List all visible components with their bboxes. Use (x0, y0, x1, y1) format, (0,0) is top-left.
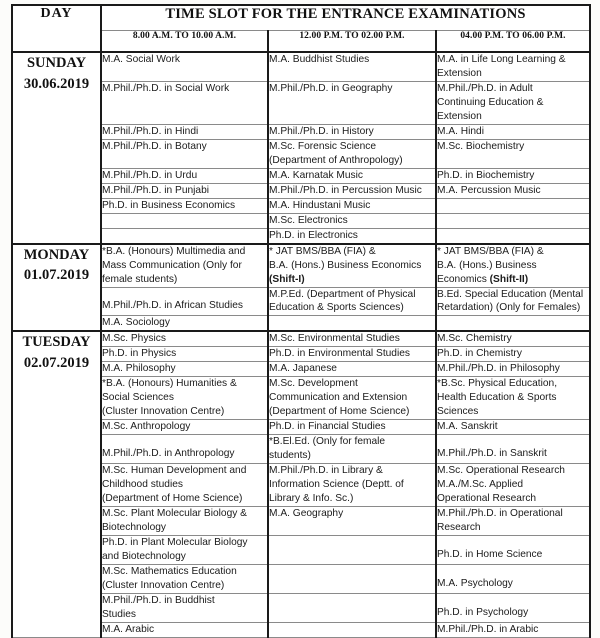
cell-slot2 (268, 377, 436, 420)
cell-slot1 (101, 213, 268, 228)
cell-slot2 (268, 168, 436, 183)
cell-slot2 (268, 183, 436, 198)
course-line: M.Sc. Environmental Studies (269, 333, 400, 345)
table-row (12, 331, 590, 346)
course-line: M.Phil./Ph.D. in Sanskrit (437, 448, 547, 460)
course-line: Economics (Shift-II) (437, 273, 529, 285)
cell-slot1 (101, 535, 268, 564)
empty-cell-filler (269, 565, 435, 579)
day-column-header: DAY (12, 5, 101, 52)
course-line: Library & Info. Sc.) (269, 493, 354, 505)
cell-slot2 (268, 622, 436, 637)
course-line: * JAT BMS/BBA (FIA) & (437, 245, 544, 257)
course-line: M.Phil./Ph.D. in Buddhist (102, 594, 215, 606)
course-line: M.A. Social Work (102, 54, 180, 65)
course-line: M.A. Sanskrit (437, 421, 498, 433)
course-line: Continuing Education & (437, 96, 544, 108)
course-line: Ph.D. in Physics (102, 348, 177, 360)
course-line: *B.A. (Honours) Humanities & (102, 378, 237, 390)
course-line: M.Sc. Mathematics Education (102, 565, 237, 577)
empty-cell-filler (437, 214, 589, 228)
course-line: M.A. Geography (269, 508, 344, 520)
course-line: M.Phil./Ph.D. in Anthropology (102, 448, 235, 460)
course-line: Ph.D. in Home Science (437, 548, 543, 560)
course-line: M.Sc. Plant Molecular Biology & (102, 508, 247, 520)
course-line: Health Education & Sports (437, 392, 557, 404)
cell-slot1 (101, 124, 268, 139)
cell-slot1 (101, 331, 268, 346)
timetable-title: TIME SLOT FOR THE ENTRANCE EXAMINATIONS (101, 5, 590, 31)
cell-slot1 (101, 593, 268, 622)
course-line: M.A. Hindustani Music (269, 199, 371, 211)
empty-cell-filler (437, 229, 589, 243)
empty-cell-filler (437, 199, 589, 213)
course-line: M.Phil./Ph.D. in Adult (437, 82, 533, 94)
course-line: Ph.D. in Psychology (437, 606, 529, 618)
course-line: Ph.D. in Electronics (269, 229, 358, 241)
cell-slot3 (436, 124, 590, 139)
cell-slot3 (436, 507, 590, 536)
cell-slot3 (436, 535, 590, 564)
cell-slot2 (268, 52, 436, 81)
cell-slot2 (268, 228, 436, 243)
cell-slot1 (101, 362, 268, 377)
course-line: M.Sc. Anthropology (102, 421, 191, 433)
cell-slot2 (268, 81, 436, 124)
cell-slot1 (101, 420, 268, 435)
cell-slot3 (436, 228, 590, 243)
course-line: M.Phil./Ph.D. in Operational (437, 508, 563, 520)
course-line: Research (437, 522, 481, 533)
cell-slot2 (268, 362, 436, 377)
cell-slot3 (436, 331, 590, 346)
day-date: 30.06.2019 (23, 75, 90, 92)
course-line: Sciences (437, 406, 479, 418)
cell-slot3 (436, 287, 590, 316)
course-line: students) (269, 450, 311, 462)
cell-slot2 (268, 316, 436, 331)
cell-slot1 (101, 507, 268, 536)
cell-slot1 (101, 139, 268, 168)
empty-cell-filler (102, 229, 267, 243)
cell-slot2 (268, 331, 436, 346)
cell-slot2 (268, 435, 436, 464)
empty-cell-filler (269, 594, 435, 608)
cell-slot2 (268, 213, 436, 228)
course-line: M.A. Sociology (102, 317, 170, 329)
course-line: Information Science (Deptt. of (269, 479, 404, 491)
course-line: Education & Sports Sciences) (269, 302, 404, 314)
day-label-tuesday (12, 331, 101, 637)
course-line: M.A. Percussion Music (437, 184, 541, 196)
day-name: MONDAY (23, 246, 90, 263)
cell-slot1 (101, 244, 268, 287)
course-line: Extension (437, 110, 482, 122)
course-line: (Shift-I) (269, 273, 305, 285)
course-line: (Cluster Innovation Centre) (102, 579, 225, 591)
course-line: and Biotechnology (102, 550, 186, 562)
course-line: (Department of Home Science) (269, 406, 410, 418)
course-line: M.Sc. Chemistry (437, 333, 512, 345)
table-body (12, 52, 590, 637)
cell-slot1 (101, 377, 268, 420)
cell-slot3 (436, 81, 590, 124)
cell-slot3 (436, 564, 590, 593)
course-line: M.A. Japanese (269, 363, 337, 375)
cell-slot2 (268, 198, 436, 213)
course-line: M.Sc. Physics (102, 333, 166, 345)
cell-slot3 (436, 593, 590, 622)
course-line: M.Sc. Operational Research (437, 465, 565, 477)
cell-slot1 (101, 564, 268, 593)
day-label-sunday (12, 52, 101, 244)
empty-cell-filler (269, 623, 435, 637)
course-line: M.A. Hindi (437, 125, 484, 137)
course-line: M.Phil./Ph.D. in Botany (102, 140, 207, 152)
course-line: Childhood studies (102, 479, 183, 491)
course-line: *B.Sc. Physical Education, (437, 378, 558, 390)
cell-slot3 (436, 168, 590, 183)
course-line: M.A. Philosophy (102, 363, 176, 375)
cell-slot3 (436, 198, 590, 213)
course-line: M.Sc. Forensic Science (269, 140, 377, 152)
cell-slot1 (101, 168, 268, 183)
cell-slot2 (268, 464, 436, 507)
course-line: M.Phil./Ph.D. in Library & (269, 465, 383, 477)
cell-slot1 (101, 316, 268, 331)
course-line: Ph.D. in Plant Molecular Biology (102, 536, 248, 548)
course-line: Social Sciences (102, 392, 174, 404)
cell-slot3 (436, 435, 590, 464)
day-date: 02.07.2019 (23, 354, 90, 371)
course-line: M.Sc. Electronics (269, 214, 348, 226)
header-title-row (12, 5, 590, 31)
cell-slot3 (436, 464, 590, 507)
course-line: Biotechnology (102, 522, 167, 533)
course-line: M.Phil./Ph.D. in Percussion Music (269, 184, 422, 196)
empty-cell-filler (437, 316, 589, 330)
course-line: M.A. Buddhist Studies (269, 54, 370, 65)
course-line: Retardation) (Only for Females) (437, 302, 581, 314)
course-line: M.A. Psychology (437, 577, 513, 589)
course-line: M.Phil./Ph.D. in Hindi (102, 125, 199, 137)
course-line: Ph.D. in Chemistry (437, 348, 522, 360)
table-row (12, 52, 590, 81)
course-line: (Department of Home Science) (102, 493, 243, 505)
course-line: Ph.D. in Business Economics (102, 199, 236, 211)
course-line: M.A./M.Sc. Applied (437, 479, 524, 491)
cell-slot3 (436, 213, 590, 228)
cell-slot1 (101, 228, 268, 243)
time-slot-header-3: 04.00 P.M. TO 06.00 P.M. (436, 31, 590, 53)
empty-cell-filler (102, 214, 267, 228)
cell-slot2 (268, 507, 436, 536)
cell-slot3 (436, 316, 590, 331)
course-line: B.Ed. Special Education (Mental (437, 288, 584, 300)
course-line: Ph.D. in Financial Studies (269, 421, 386, 433)
course-line: B.A. (Hons.) Business Economics (269, 259, 422, 271)
entrance-exam-timetable (11, 4, 591, 638)
course-line: B.A. (Hons.) Business (437, 259, 537, 271)
day-name: TUESDAY (22, 334, 91, 351)
course-line: *B.El.Ed. (Only for female (269, 436, 386, 448)
cell-slot3 (436, 420, 590, 435)
course-line: Communication and Extension (269, 392, 408, 404)
day-label-monday (12, 244, 101, 332)
course-line: *B.A. (Honours) Multimedia and (102, 245, 246, 257)
cell-slot2 (268, 244, 436, 287)
table-header (12, 5, 590, 52)
cell-slot3 (436, 52, 590, 81)
empty-cell-filler (269, 316, 435, 330)
course-line: M.Phil./Ph.D. in African Studies (102, 300, 243, 312)
course-line: Ph.D. in Environmental Studies (269, 348, 410, 360)
cell-slot1 (101, 198, 268, 213)
cell-slot2 (268, 124, 436, 139)
cell-slot3 (436, 244, 590, 287)
cell-slot1 (101, 622, 268, 637)
cell-slot3 (436, 183, 590, 198)
course-line: Ph.D. in Biochemistry (437, 169, 535, 181)
course-line: (Department of Anthropology) (269, 154, 403, 166)
course-line: (Cluster Innovation Centre) (102, 406, 225, 418)
course-line: Studies (102, 608, 136, 620)
course-line: M.Phil./Ph.D. in Philosophy (437, 363, 560, 375)
course-line: Extension (437, 67, 482, 79)
course-line: M.Phil./Ph.D. in Urdu (102, 169, 198, 181)
cell-slot3 (436, 139, 590, 168)
cell-slot3 (436, 622, 590, 637)
cell-slot1 (101, 52, 268, 81)
cell-slot2 (268, 287, 436, 316)
time-slot-header-1: 8.00 A.M. TO 10.00 A.M. (101, 31, 268, 53)
course-line: M.Phil./Ph.D. in Punjabi (102, 184, 210, 196)
course-line: M.Phil./Ph.D. in Social Work (102, 82, 230, 94)
course-line: female students) (102, 273, 178, 285)
cell-slot2 (268, 535, 436, 564)
cell-slot3 (436, 377, 590, 420)
course-line: M.Sc. Biochemistry (437, 140, 525, 152)
cell-slot1 (101, 287, 268, 316)
cell-slot2 (268, 347, 436, 362)
time-slot-header-2: 12.00 P.M. TO 02.00 P.M. (268, 31, 436, 53)
cell-slot1 (101, 81, 268, 124)
course-line: M.A. in Life Long Learning & (437, 54, 566, 65)
course-line: M.A. Karnatak Music (269, 169, 363, 181)
cell-slot1 (101, 464, 268, 507)
cell-slot2 (268, 593, 436, 622)
cell-slot1 (101, 435, 268, 464)
cell-slot2 (268, 564, 436, 593)
course-line: M.P.Ed. (Department of Physical (269, 288, 416, 300)
course-line: M.Phil./Ph.D. in Arabic (437, 623, 539, 635)
course-line: Mass Communication (Only for (102, 259, 242, 271)
day-name: SUNDAY (26, 55, 87, 71)
course-line: * JAT BMS/BBA (FIA) & (269, 245, 376, 257)
course-line: M.A. Arabic (102, 623, 155, 635)
cell-slot3 (436, 362, 590, 377)
course-line: M.Phil./Ph.D. in History (269, 125, 374, 137)
day-date: 01.07.2019 (23, 267, 90, 284)
cell-slot1 (101, 183, 268, 198)
table-row (12, 244, 590, 287)
cell-slot2 (268, 420, 436, 435)
cell-slot1 (101, 347, 268, 362)
cell-slot3 (436, 347, 590, 362)
course-line: M.Sc. Development (269, 378, 358, 390)
course-line: M.Phil./Ph.D. in Geography (269, 82, 393, 94)
cell-slot2 (268, 139, 436, 168)
course-line: M.Sc. Human Development and (102, 465, 247, 477)
course-line: Operational Research (437, 493, 537, 505)
empty-cell-filler (269, 536, 435, 550)
